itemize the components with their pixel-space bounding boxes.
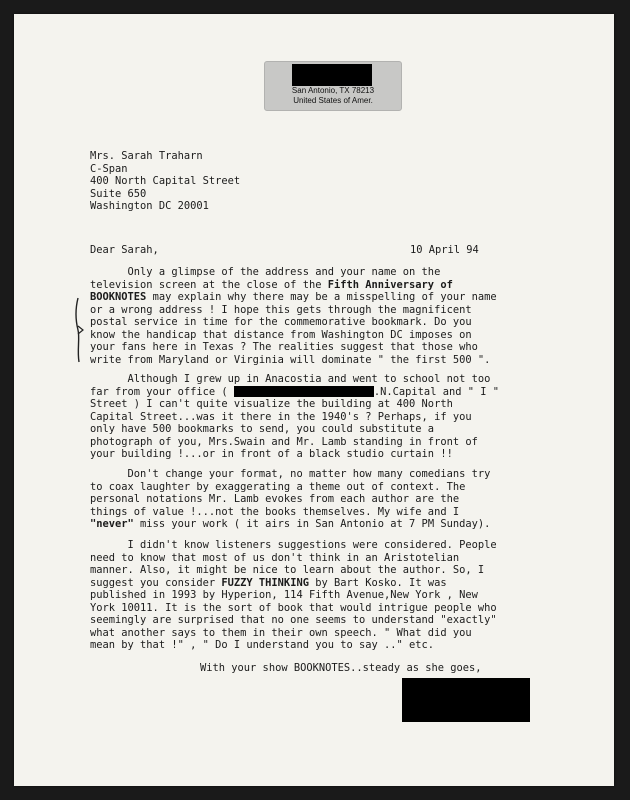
text-span: television screen at the close of the [90, 278, 328, 291]
text-line: things of value !...not the books themselves. My wife and I [90, 505, 460, 518]
recipient-street: 400 North Capital Street [90, 175, 241, 187]
text-line: only have 500 bookmarks to send, you could substitute a [90, 423, 435, 435]
bold-never: "never" [90, 518, 134, 530]
closing-line: With your show BOOKNOTES..steady as she goes, [200, 662, 482, 674]
label-country: United States of Amer. [293, 96, 373, 105]
paragraph-2 [90, 373, 499, 461]
text-line: your fans here in Texas ? The realities suggest that those who [90, 341, 478, 353]
paragraph-4 [90, 539, 497, 652]
text-line [90, 291, 497, 304]
text-line: Don't change your format, no matter how many comedians try [90, 468, 491, 480]
paragraph-3 [90, 468, 490, 531]
text-span: miss your work ( it airs in San Antonio at 7 PM Sunday). [133, 518, 491, 530]
text-span: suggest you consider [90, 576, 222, 589]
text-line: Although I grew up in Anacostia and went to school not too [90, 373, 491, 385]
redacted-signature [402, 678, 530, 722]
text-line: personal notations Mr. Lamb evokes from each author are the [90, 493, 460, 505]
text-line: photograph of you, Mrs.Swain and Mr. Lamb standing in front of [90, 435, 478, 448]
text-line: seemingly are surprised that no one seems to understand "exactly" [90, 614, 497, 626]
text-line: Capital Street...was it there in the 1940's ? Perhaps, if you [90, 410, 472, 423]
text-line: what another says to them in their own speech. " What did you [90, 626, 472, 639]
text-line [90, 279, 497, 292]
text-line: manner. Also, it might be nice to learn about the author. So, I [90, 564, 485, 576]
salutation: Dear Sarah, [90, 244, 159, 256]
text-line: know the handicap that distance from Washington DC imposes on [90, 328, 472, 341]
redacted-address [234, 386, 374, 397]
text-line: Only a glimpse of the address and your name on the [90, 266, 441, 278]
letter-page [14, 14, 614, 786]
text-line: published in 1993 by Hyperion, 114 Fifth Avenue,New York , New [90, 589, 478, 601]
recipient-name: Mrs. Sarah Traharn [90, 150, 203, 162]
text-line: need to know that most of us don't think in an Aristotelian [90, 551, 460, 564]
text-line: to coax laughter by exaggerating a theme out of context. The [90, 480, 466, 493]
text-line: I didn't know listeners suggestions were considered. People [90, 539, 497, 551]
bold-fuzzy-thinking: FUZZY THINKING [221, 576, 309, 589]
text-span: by Bart Kosko. It was [308, 576, 447, 589]
recipient-city: Washington DC 20001 [90, 200, 209, 212]
text-line: or a wrong address ! I hope this gets through the magnificent [90, 303, 472, 316]
text-line [90, 577, 497, 590]
bold-anniversary: Fifth Anniversary of [327, 278, 453, 291]
text-line: postal service in time for the commemorative bookmark. Do you [90, 316, 472, 328]
paragraph-1 [90, 266, 497, 366]
bold-booknotes: BOOKNOTES [90, 291, 147, 303]
text-line: York 10011. It is the sort of book that would intrigue people who [90, 601, 497, 614]
text-line: mean by that !" , " Do I understand you to say .." etc. [90, 639, 435, 651]
text-line [90, 518, 490, 531]
text-span: far from your office ( [90, 385, 234, 398]
redacted-sender-name [292, 64, 372, 86]
handwritten-bracket-mark [72, 296, 86, 366]
text-span: .N.Capital and " I " [373, 385, 500, 398]
letter-date: 10 April 94 [410, 244, 479, 256]
text-line: Street ) I can't quite visualize the building at 400 North [90, 398, 453, 410]
recipient-org: C-Span [90, 162, 128, 175]
text-span: may explain why there may be a misspelling of your name [146, 291, 497, 303]
text-line [90, 386, 499, 399]
text-line: your building !...or in front of a black studio curtain !! [90, 448, 453, 460]
label-city: San Antonio, TX 78213 [291, 86, 375, 95]
recipient-suite: Suite 650 [90, 187, 147, 200]
text-line: write from Maryland or Virginia will dominate " the first 500 ". [90, 353, 491, 366]
recipient-block [90, 150, 240, 213]
